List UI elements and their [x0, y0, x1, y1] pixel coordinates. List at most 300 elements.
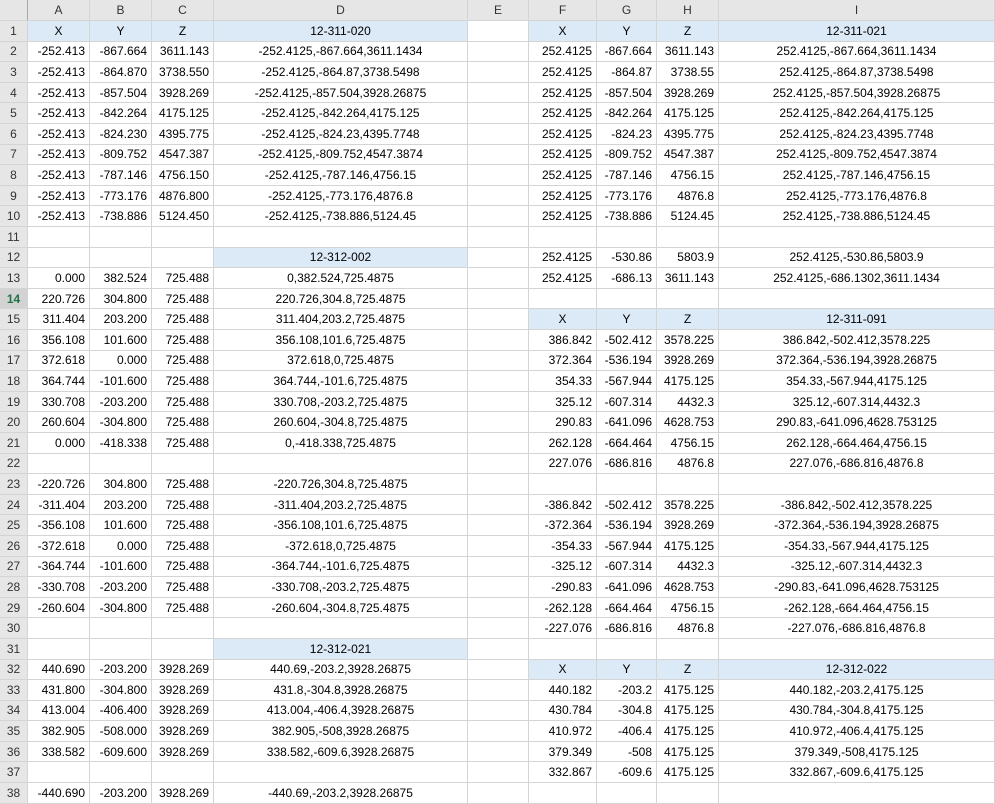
cell-A26[interactable]: -372.618	[28, 535, 90, 556]
cell-I8[interactable]: 252.4125,-787.146,4756.15	[719, 165, 995, 186]
cell-I30[interactable]: -227.076,-686.816,4876.8	[719, 618, 995, 639]
cell-E34[interactable]	[468, 700, 529, 721]
cell-B33[interactable]: -304.800	[90, 680, 152, 701]
cell-G22[interactable]: -686.816	[597, 453, 657, 474]
cell-C26[interactable]: 725.488	[152, 535, 214, 556]
cell-H12[interactable]: 5803.9	[657, 247, 719, 268]
cell-H13[interactable]: 3611.143	[657, 268, 719, 289]
cell-A9[interactable]: -252.413	[28, 185, 90, 206]
cell-F13[interactable]: 252.4125	[529, 268, 597, 289]
cell-B36[interactable]: -609.600	[90, 741, 152, 762]
cell-E35[interactable]	[468, 721, 529, 742]
cell-E14[interactable]	[468, 288, 529, 309]
cell-E19[interactable]	[468, 391, 529, 412]
cell-G10[interactable]: -738.886	[597, 206, 657, 227]
cell-B4[interactable]: -857.504	[90, 82, 152, 103]
row-header-6[interactable]: 6	[0, 124, 28, 145]
cell-C28[interactable]: 725.488	[152, 577, 214, 598]
cell-G24[interactable]: -502.412	[597, 494, 657, 515]
row-header-17[interactable]: 17	[0, 350, 28, 371]
cell-G21[interactable]: -664.464	[597, 432, 657, 453]
cell-A18[interactable]: 364.744	[28, 371, 90, 392]
cell-F17[interactable]: 372.364	[529, 350, 597, 371]
cell-A37[interactable]	[28, 762, 90, 783]
cell-B15[interactable]: 203.200	[90, 309, 152, 330]
cell-B5[interactable]: -842.264	[90, 103, 152, 124]
cell-A25[interactable]: -356.108	[28, 515, 90, 536]
cell-H33[interactable]: 4175.125	[657, 680, 719, 701]
cell-H26[interactable]: 4175.125	[657, 535, 719, 556]
cell-C33[interactable]: 3928.269	[152, 680, 214, 701]
cell-B17[interactable]: 0.000	[90, 350, 152, 371]
cell-C25[interactable]: 725.488	[152, 515, 214, 536]
cell-E32[interactable]	[468, 659, 529, 680]
cell-F5[interactable]: 252.4125	[529, 103, 597, 124]
cell-I22[interactable]: 227.076,-686.816,4876.8	[719, 453, 995, 474]
cell-H22[interactable]: 4876.8	[657, 453, 719, 474]
cell-G30[interactable]: -686.816	[597, 618, 657, 639]
table-row[interactable]	[0, 597, 995, 618]
cell-E15[interactable]	[468, 309, 529, 330]
row-header-32[interactable]: 32	[0, 659, 28, 680]
cell-I6[interactable]: 252.4125,-824.23,4395.7748	[719, 124, 995, 145]
cell-A27[interactable]: -364.744	[28, 556, 90, 577]
table-row[interactable]	[0, 350, 995, 371]
cell-A30[interactable]	[28, 618, 90, 639]
cell-D13[interactable]: 0,382.524,725.4875	[214, 268, 468, 289]
row-header-19[interactable]: 19	[0, 391, 28, 412]
cell-F26[interactable]: -354.33	[529, 535, 597, 556]
cell-G31[interactable]	[597, 638, 657, 659]
column-header-c[interactable]: C	[152, 0, 214, 21]
cell-B12[interactable]	[90, 247, 152, 268]
cell-F6[interactable]: 252.4125	[529, 124, 597, 145]
cell-B6[interactable]: -824.230	[90, 124, 152, 145]
cell-A2[interactable]: -252.413	[28, 41, 90, 62]
cell-I7[interactable]: 252.4125,-809.752,4547.3874	[719, 144, 995, 165]
row-header-12[interactable]: 12	[0, 247, 28, 268]
cell-B3[interactable]: -864.870	[90, 62, 152, 83]
cell-H25[interactable]: 3928.269	[657, 515, 719, 536]
cell-C9[interactable]: 4876.800	[152, 185, 214, 206]
cell-I20[interactable]: 290.83,-641.096,4628.753125	[719, 412, 995, 433]
cell-B16[interactable]: 101.600	[90, 330, 152, 351]
cell-H9[interactable]: 4876.8	[657, 185, 719, 206]
row-header-31[interactable]: 31	[0, 638, 28, 659]
table-row[interactable]	[0, 41, 995, 62]
table-row[interactable]	[0, 21, 995, 42]
row-header-26[interactable]: 26	[0, 535, 28, 556]
cell-E6[interactable]	[468, 124, 529, 145]
cell-C1[interactable]: Z	[152, 21, 214, 42]
row-header-36[interactable]: 36	[0, 741, 28, 762]
cell-E23[interactable]	[468, 474, 529, 495]
row-header-33[interactable]: 33	[0, 680, 28, 701]
cell-C24[interactable]: 725.488	[152, 494, 214, 515]
cell-I21[interactable]: 262.128,-664.464,4756.15	[719, 432, 995, 453]
cell-F32[interactable]: X	[529, 659, 597, 680]
cell-A11[interactable]	[28, 227, 90, 248]
cell-A13[interactable]: 0.000	[28, 268, 90, 289]
cell-B13[interactable]: 382.524	[90, 268, 152, 289]
cell-F37[interactable]: 332.867	[529, 762, 597, 783]
cell-E1[interactable]	[468, 21, 529, 42]
cell-D31[interactable]: 12-312-021	[214, 638, 468, 659]
cell-H14[interactable]	[657, 288, 719, 309]
cell-H11[interactable]	[657, 227, 719, 248]
column-header-g[interactable]: G	[597, 0, 657, 21]
cell-H37[interactable]: 4175.125	[657, 762, 719, 783]
cell-A20[interactable]: 260.604	[28, 412, 90, 433]
cell-F1[interactable]: X	[529, 21, 597, 42]
cell-H16[interactable]: 3578.225	[657, 330, 719, 351]
row-header-4[interactable]: 4	[0, 82, 28, 103]
cell-A7[interactable]: -252.413	[28, 144, 90, 165]
cell-B31[interactable]	[90, 638, 152, 659]
cell-E2[interactable]	[468, 41, 529, 62]
cell-F14[interactable]	[529, 288, 597, 309]
table-row[interactable]	[0, 227, 995, 248]
cell-E31[interactable]	[468, 638, 529, 659]
cell-H15[interactable]: Z	[657, 309, 719, 330]
cell-A6[interactable]: -252.413	[28, 124, 90, 145]
cell-C32[interactable]: 3928.269	[152, 659, 214, 680]
cell-F25[interactable]: -372.364	[529, 515, 597, 536]
cell-D12[interactable]: 12-312-002	[214, 247, 468, 268]
cell-D11[interactable]	[214, 227, 468, 248]
cell-D32[interactable]: 440.69,-203.2,3928.26875	[214, 659, 468, 680]
cell-C4[interactable]: 3928.269	[152, 82, 214, 103]
cell-B10[interactable]: -738.886	[90, 206, 152, 227]
cell-G11[interactable]	[597, 227, 657, 248]
cell-F8[interactable]: 252.4125	[529, 165, 597, 186]
cell-I19[interactable]: 325.12,-607.314,4432.3	[719, 391, 995, 412]
cell-H7[interactable]: 4547.387	[657, 144, 719, 165]
cell-B11[interactable]	[90, 227, 152, 248]
cell-B38[interactable]: -203.200	[90, 783, 152, 804]
cell-I27[interactable]: -325.12,-607.314,4432.3	[719, 556, 995, 577]
cell-I9[interactable]: 252.4125,-773.176,4876.8	[719, 185, 995, 206]
cell-B1[interactable]: Y	[90, 21, 152, 42]
cell-F21[interactable]: 262.128	[529, 432, 597, 453]
cell-F19[interactable]: 325.12	[529, 391, 597, 412]
cell-C23[interactable]: 725.488	[152, 474, 214, 495]
column-header-b[interactable]: B	[90, 0, 152, 21]
cell-I4[interactable]: 252.4125,-857.504,3928.26875	[719, 82, 995, 103]
cell-D16[interactable]: 356.108,101.6,725.4875	[214, 330, 468, 351]
cell-E9[interactable]	[468, 185, 529, 206]
row-header-24[interactable]: 24	[0, 494, 28, 515]
cell-C36[interactable]: 3928.269	[152, 741, 214, 762]
cell-A28[interactable]: -330.708	[28, 577, 90, 598]
cell-I31[interactable]	[719, 638, 995, 659]
cell-B19[interactable]: -203.200	[90, 391, 152, 412]
cell-D4[interactable]: -252.4125,-857.504,3928.26875	[214, 82, 468, 103]
cell-E38[interactable]	[468, 783, 529, 804]
cell-I23[interactable]	[719, 474, 995, 495]
cell-C18[interactable]: 725.488	[152, 371, 214, 392]
cell-B7[interactable]: -809.752	[90, 144, 152, 165]
cell-F35[interactable]: 410.972	[529, 721, 597, 742]
cell-G35[interactable]: -406.4	[597, 721, 657, 742]
cell-F20[interactable]: 290.83	[529, 412, 597, 433]
table-row[interactable]	[0, 680, 995, 701]
row-header-13[interactable]: 13	[0, 268, 28, 289]
cell-C37[interactable]	[152, 762, 214, 783]
cell-C13[interactable]: 725.488	[152, 268, 214, 289]
row-header-21[interactable]: 21	[0, 432, 28, 453]
cell-E27[interactable]	[468, 556, 529, 577]
table-row[interactable]	[0, 309, 995, 330]
cell-F4[interactable]: 252.4125	[529, 82, 597, 103]
cell-A8[interactable]: -252.413	[28, 165, 90, 186]
cell-H19[interactable]: 4432.3	[657, 391, 719, 412]
cell-C35[interactable]: 3928.269	[152, 721, 214, 742]
cell-B29[interactable]: -304.800	[90, 597, 152, 618]
row-header-8[interactable]: 8	[0, 165, 28, 186]
cell-E26[interactable]	[468, 535, 529, 556]
cell-E20[interactable]	[468, 412, 529, 433]
cell-G5[interactable]: -842.264	[597, 103, 657, 124]
cell-F24[interactable]: -386.842	[529, 494, 597, 515]
cell-C14[interactable]: 725.488	[152, 288, 214, 309]
cell-A29[interactable]: -260.604	[28, 597, 90, 618]
cell-E12[interactable]	[468, 247, 529, 268]
cell-E25[interactable]	[468, 515, 529, 536]
row-header-22[interactable]: 22	[0, 453, 28, 474]
row-header-14[interactable]: 14	[0, 288, 28, 309]
cell-G1[interactable]: Y	[597, 21, 657, 42]
cell-I10[interactable]: 252.4125,-738.886,5124.45	[719, 206, 995, 227]
cell-B23[interactable]: 304.800	[90, 474, 152, 495]
cell-E7[interactable]	[468, 144, 529, 165]
cell-C15[interactable]: 725.488	[152, 309, 214, 330]
cell-H18[interactable]: 4175.125	[657, 371, 719, 392]
cell-H38[interactable]	[657, 783, 719, 804]
cell-F16[interactable]: 386.842	[529, 330, 597, 351]
cell-F36[interactable]: 379.349	[529, 741, 597, 762]
cell-A16[interactable]: 356.108	[28, 330, 90, 351]
cell-D18[interactable]: 364.744,-101.6,725.4875	[214, 371, 468, 392]
cell-D28[interactable]: -330.708,-203.2,725.4875	[214, 577, 468, 598]
cell-I37[interactable]: 332.867,-609.6,4175.125	[719, 762, 995, 783]
cell-G36[interactable]: -508	[597, 741, 657, 762]
cell-G3[interactable]: -864.87	[597, 62, 657, 83]
cell-A10[interactable]: -252.413	[28, 206, 90, 227]
cell-A15[interactable]: 311.404	[28, 309, 90, 330]
row-header-35[interactable]: 35	[0, 721, 28, 742]
row-header-34[interactable]: 34	[0, 700, 28, 721]
table-row[interactable]	[0, 412, 995, 433]
cell-D8[interactable]: -252.4125,-787.146,4756.15	[214, 165, 468, 186]
cell-B24[interactable]: 203.200	[90, 494, 152, 515]
cell-G12[interactable]: -530.86	[597, 247, 657, 268]
cell-B30[interactable]	[90, 618, 152, 639]
cell-C30[interactable]	[152, 618, 214, 639]
cell-I34[interactable]: 430.784,-304.8,4175.125	[719, 700, 995, 721]
cell-H10[interactable]: 5124.45	[657, 206, 719, 227]
cell-A36[interactable]: 338.582	[28, 741, 90, 762]
cell-H2[interactable]: 3611.143	[657, 41, 719, 62]
cell-G14[interactable]	[597, 288, 657, 309]
cell-E17[interactable]	[468, 350, 529, 371]
row-header-10[interactable]: 10	[0, 206, 28, 227]
cell-F28[interactable]: -290.83	[529, 577, 597, 598]
row-header-3[interactable]: 3	[0, 62, 28, 83]
cell-A3[interactable]: -252.413	[28, 62, 90, 83]
table-row[interactable]	[0, 783, 995, 804]
cell-E21[interactable]	[468, 432, 529, 453]
cell-G4[interactable]: -857.504	[597, 82, 657, 103]
row-header-20[interactable]: 20	[0, 412, 28, 433]
cell-F34[interactable]: 430.784	[529, 700, 597, 721]
cell-A24[interactable]: -311.404	[28, 494, 90, 515]
cell-E10[interactable]	[468, 206, 529, 227]
cell-I11[interactable]	[719, 227, 995, 248]
cell-E18[interactable]	[468, 371, 529, 392]
table-row[interactable]	[0, 124, 995, 145]
cell-G26[interactable]: -567.944	[597, 535, 657, 556]
cell-F29[interactable]: -262.128	[529, 597, 597, 618]
cell-E16[interactable]	[468, 330, 529, 351]
row-header-28[interactable]: 28	[0, 577, 28, 598]
cell-F15[interactable]: X	[529, 309, 597, 330]
table-row[interactable]	[0, 577, 995, 598]
cell-D1[interactable]: 12-311-020	[214, 21, 468, 42]
cell-C12[interactable]	[152, 247, 214, 268]
cell-F12[interactable]: 252.4125	[529, 247, 597, 268]
cell-D2[interactable]: -252.4125,-867.664,3611.1434	[214, 41, 468, 62]
table-row[interactable]	[0, 659, 995, 680]
table-row[interactable]	[0, 762, 995, 783]
row-header-9[interactable]: 9	[0, 185, 28, 206]
row-header-30[interactable]: 30	[0, 618, 28, 639]
cell-B27[interactable]: -101.600	[90, 556, 152, 577]
cell-H31[interactable]	[657, 638, 719, 659]
cell-H4[interactable]: 3928.269	[657, 82, 719, 103]
row-header-23[interactable]: 23	[0, 474, 28, 495]
table-row[interactable]	[0, 165, 995, 186]
cell-A21[interactable]: 0.000	[28, 432, 90, 453]
cell-F7[interactable]: 252.4125	[529, 144, 597, 165]
row-header-11[interactable]: 11	[0, 227, 28, 248]
cell-I35[interactable]: 410.972,-406.4,4175.125	[719, 721, 995, 742]
cell-D27[interactable]: -364.744,-101.6,725.4875	[214, 556, 468, 577]
row-header-2[interactable]: 2	[0, 41, 28, 62]
cell-E8[interactable]	[468, 165, 529, 186]
cell-G8[interactable]: -787.146	[597, 165, 657, 186]
cell-F33[interactable]: 440.182	[529, 680, 597, 701]
cell-C29[interactable]: 725.488	[152, 597, 214, 618]
row-header-16[interactable]: 16	[0, 330, 28, 351]
cell-D7[interactable]: -252.4125,-809.752,4547.3874	[214, 144, 468, 165]
table-row[interactable]	[0, 535, 995, 556]
cell-G33[interactable]: -203.2	[597, 680, 657, 701]
cell-C16[interactable]: 725.488	[152, 330, 214, 351]
cell-E28[interactable]	[468, 577, 529, 598]
cell-B9[interactable]: -773.176	[90, 185, 152, 206]
cell-E4[interactable]	[468, 82, 529, 103]
row-header-5[interactable]: 5	[0, 103, 28, 124]
cell-H3[interactable]: 3738.55	[657, 62, 719, 83]
cell-I36[interactable]: 379.349,-508,4175.125	[719, 741, 995, 762]
row-header-38[interactable]: 38	[0, 783, 28, 804]
table-row[interactable]	[0, 494, 995, 515]
cell-F38[interactable]	[529, 783, 597, 804]
cell-F27[interactable]: -325.12	[529, 556, 597, 577]
cell-E13[interactable]	[468, 268, 529, 289]
cell-G25[interactable]: -536.194	[597, 515, 657, 536]
table-row[interactable]	[0, 144, 995, 165]
cell-H32[interactable]: Z	[657, 659, 719, 680]
cell-H34[interactable]: 4175.125	[657, 700, 719, 721]
cell-G27[interactable]: -607.314	[597, 556, 657, 577]
cell-H17[interactable]: 3928.269	[657, 350, 719, 371]
cell-H28[interactable]: 4628.753	[657, 577, 719, 598]
table-row[interactable]	[0, 206, 995, 227]
cell-D5[interactable]: -252.4125,-842.264,4175.125	[214, 103, 468, 124]
cell-F2[interactable]: 252.4125	[529, 41, 597, 62]
cell-A17[interactable]: 372.618	[28, 350, 90, 371]
cell-B28[interactable]: -203.200	[90, 577, 152, 598]
cell-H30[interactable]: 4876.8	[657, 618, 719, 639]
cell-E30[interactable]	[468, 618, 529, 639]
row-header-18[interactable]: 18	[0, 371, 28, 392]
column-header-e[interactable]: E	[468, 0, 529, 21]
cell-E37[interactable]	[468, 762, 529, 783]
column-header-d[interactable]: D	[214, 0, 468, 21]
cell-F9[interactable]: 252.4125	[529, 185, 597, 206]
cell-C6[interactable]: 4395.775	[152, 124, 214, 145]
cell-G38[interactable]	[597, 783, 657, 804]
table-row[interactable]	[0, 185, 995, 206]
cell-H24[interactable]: 3578.225	[657, 494, 719, 515]
table-row[interactable]	[0, 515, 995, 536]
column-header-f[interactable]: F	[529, 0, 597, 21]
cell-H20[interactable]: 4628.753	[657, 412, 719, 433]
cell-G23[interactable]	[597, 474, 657, 495]
cell-B34[interactable]: -406.400	[90, 700, 152, 721]
cell-H27[interactable]: 4432.3	[657, 556, 719, 577]
cell-G34[interactable]: -304.8	[597, 700, 657, 721]
cell-D19[interactable]: 330.708,-203.2,725.4875	[214, 391, 468, 412]
cell-I29[interactable]: -262.128,-664.464,4756.15	[719, 597, 995, 618]
cell-H29[interactable]: 4756.15	[657, 597, 719, 618]
cell-G18[interactable]: -567.944	[597, 371, 657, 392]
row-header-37[interactable]: 37	[0, 762, 28, 783]
cell-I17[interactable]: 372.364,-536.194,3928.26875	[719, 350, 995, 371]
column-header-a[interactable]: A	[28, 0, 90, 21]
cell-B26[interactable]: 0.000	[90, 535, 152, 556]
cell-E24[interactable]	[468, 494, 529, 515]
cell-C27[interactable]: 725.488	[152, 556, 214, 577]
table-row[interactable]	[0, 432, 995, 453]
cell-B2[interactable]: -867.664	[90, 41, 152, 62]
cell-D15[interactable]: 311.404,203.2,725.4875	[214, 309, 468, 330]
cell-C5[interactable]: 4175.125	[152, 103, 214, 124]
cell-C38[interactable]: 3928.269	[152, 783, 214, 804]
cell-F10[interactable]: 252.4125	[529, 206, 597, 227]
cell-C3[interactable]: 3738.550	[152, 62, 214, 83]
cell-H6[interactable]: 4395.775	[657, 124, 719, 145]
cell-G32[interactable]: Y	[597, 659, 657, 680]
cell-A4[interactable]: -252.413	[28, 82, 90, 103]
table-row[interactable]	[0, 556, 995, 577]
cell-D22[interactable]	[214, 453, 468, 474]
cell-D9[interactable]: -252.4125,-773.176,4876.8	[214, 185, 468, 206]
cell-D14[interactable]: 220.726,304.8,725.4875	[214, 288, 468, 309]
cell-E11[interactable]	[468, 227, 529, 248]
